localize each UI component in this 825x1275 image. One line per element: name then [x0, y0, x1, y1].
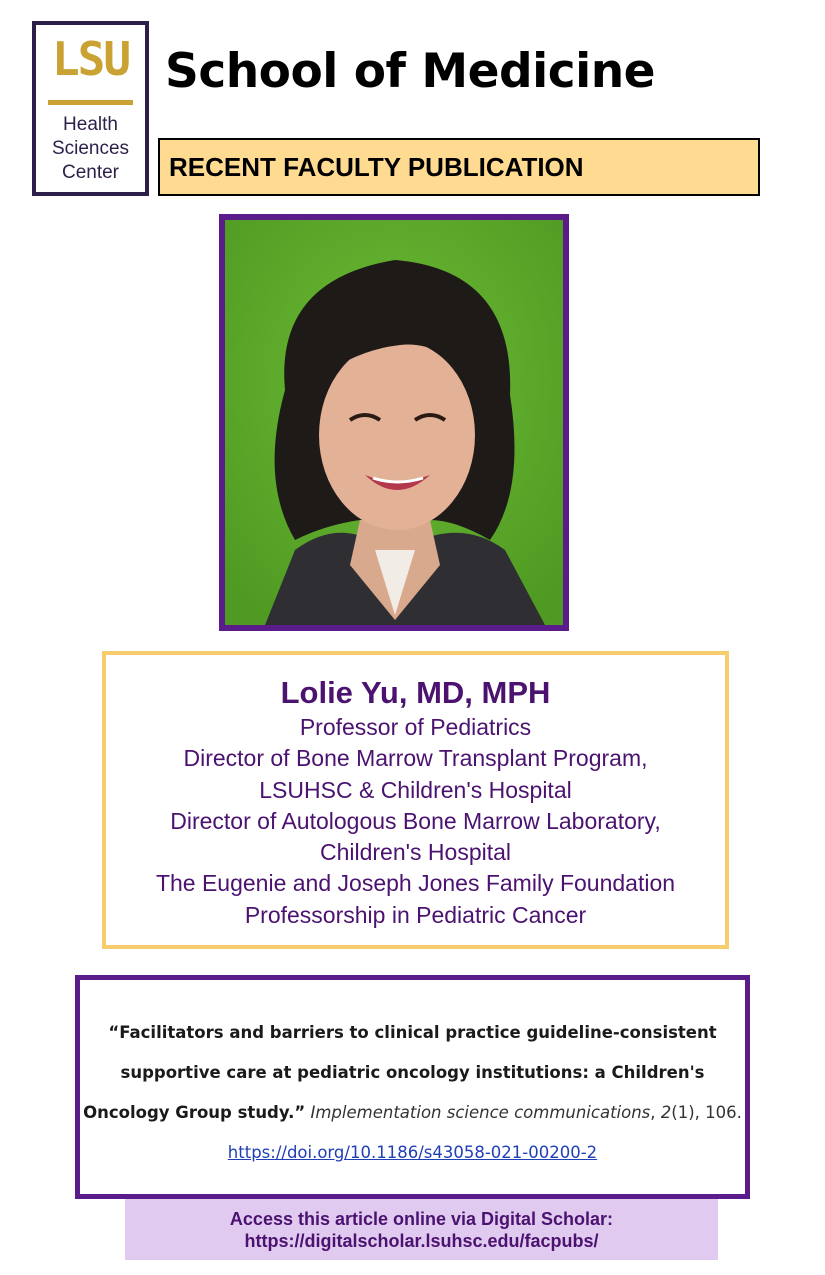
lsuhsc-logo	[32, 21, 149, 196]
publication-title-end: Oncology Group study.”	[83, 1103, 306, 1122]
publication-source-line: Oncology Group study.” Implementation science communications, 2(1), 106.	[83, 1103, 742, 1122]
faculty-title-line: Director of Bone Marrow Transplant Program,	[183, 745, 648, 772]
publication-citation	[75, 975, 750, 1199]
recent-publication-banner: RECENT FACULTY PUBLICATION	[158, 138, 760, 196]
logo-line-sciences: Sciences	[51, 138, 130, 159]
faculty-title-line: Children's Hospital	[319, 839, 512, 866]
logo-mark: LSU	[51, 32, 130, 86]
faculty-name: Lolie Yu, MD, MPH	[280, 675, 551, 710]
faculty-title-line: Professor of Pediatrics	[299, 714, 532, 740]
logo-text	[36, 113, 145, 185]
publication-title-line: “Facilitators and barriers to clinical practice guideline-consistent	[108, 1023, 717, 1042]
faculty-title-line: The Eugenie and Joseph Jones Family Foundation	[155, 870, 676, 897]
logo-line-center: Center	[61, 162, 120, 183]
logo-line-health: Health	[63, 114, 118, 135]
journal-issue-pages: (1), 106.	[671, 1103, 742, 1122]
journal-name: Implementation science communications	[310, 1103, 651, 1122]
publication-title-line: supportive care at pediatric oncology institutions: a Children's	[120, 1063, 705, 1082]
doi-line	[80, 1133, 745, 1173]
faculty-photo	[219, 214, 569, 631]
doi-link[interactable]: https://doi.org/10.1186/s43058-021-00200-2	[227, 1143, 598, 1162]
school-title: School of Medicine	[165, 44, 656, 99]
faculty-bio-card	[102, 651, 729, 949]
logo-rule	[48, 100, 133, 105]
access-text: Access this article online via Digital Scholar:	[229, 1209, 614, 1229]
journal-volume: 2	[660, 1103, 672, 1122]
access-info-bar	[125, 1199, 718, 1260]
faculty-title-line: LSUHSC & Children's Hospital	[259, 776, 572, 803]
faculty-title-line: Professorship in Pediatric Cancer	[244, 901, 587, 928]
access-url[interactable]: https://digitalscholar.lsuhsc.edu/facpubs/	[244, 1231, 599, 1251]
faculty-title-line: Director of Autologous Bone Marrow Laboratory,	[170, 807, 661, 834]
portrait-illustration	[225, 220, 563, 625]
logo-panel	[36, 25, 145, 192]
